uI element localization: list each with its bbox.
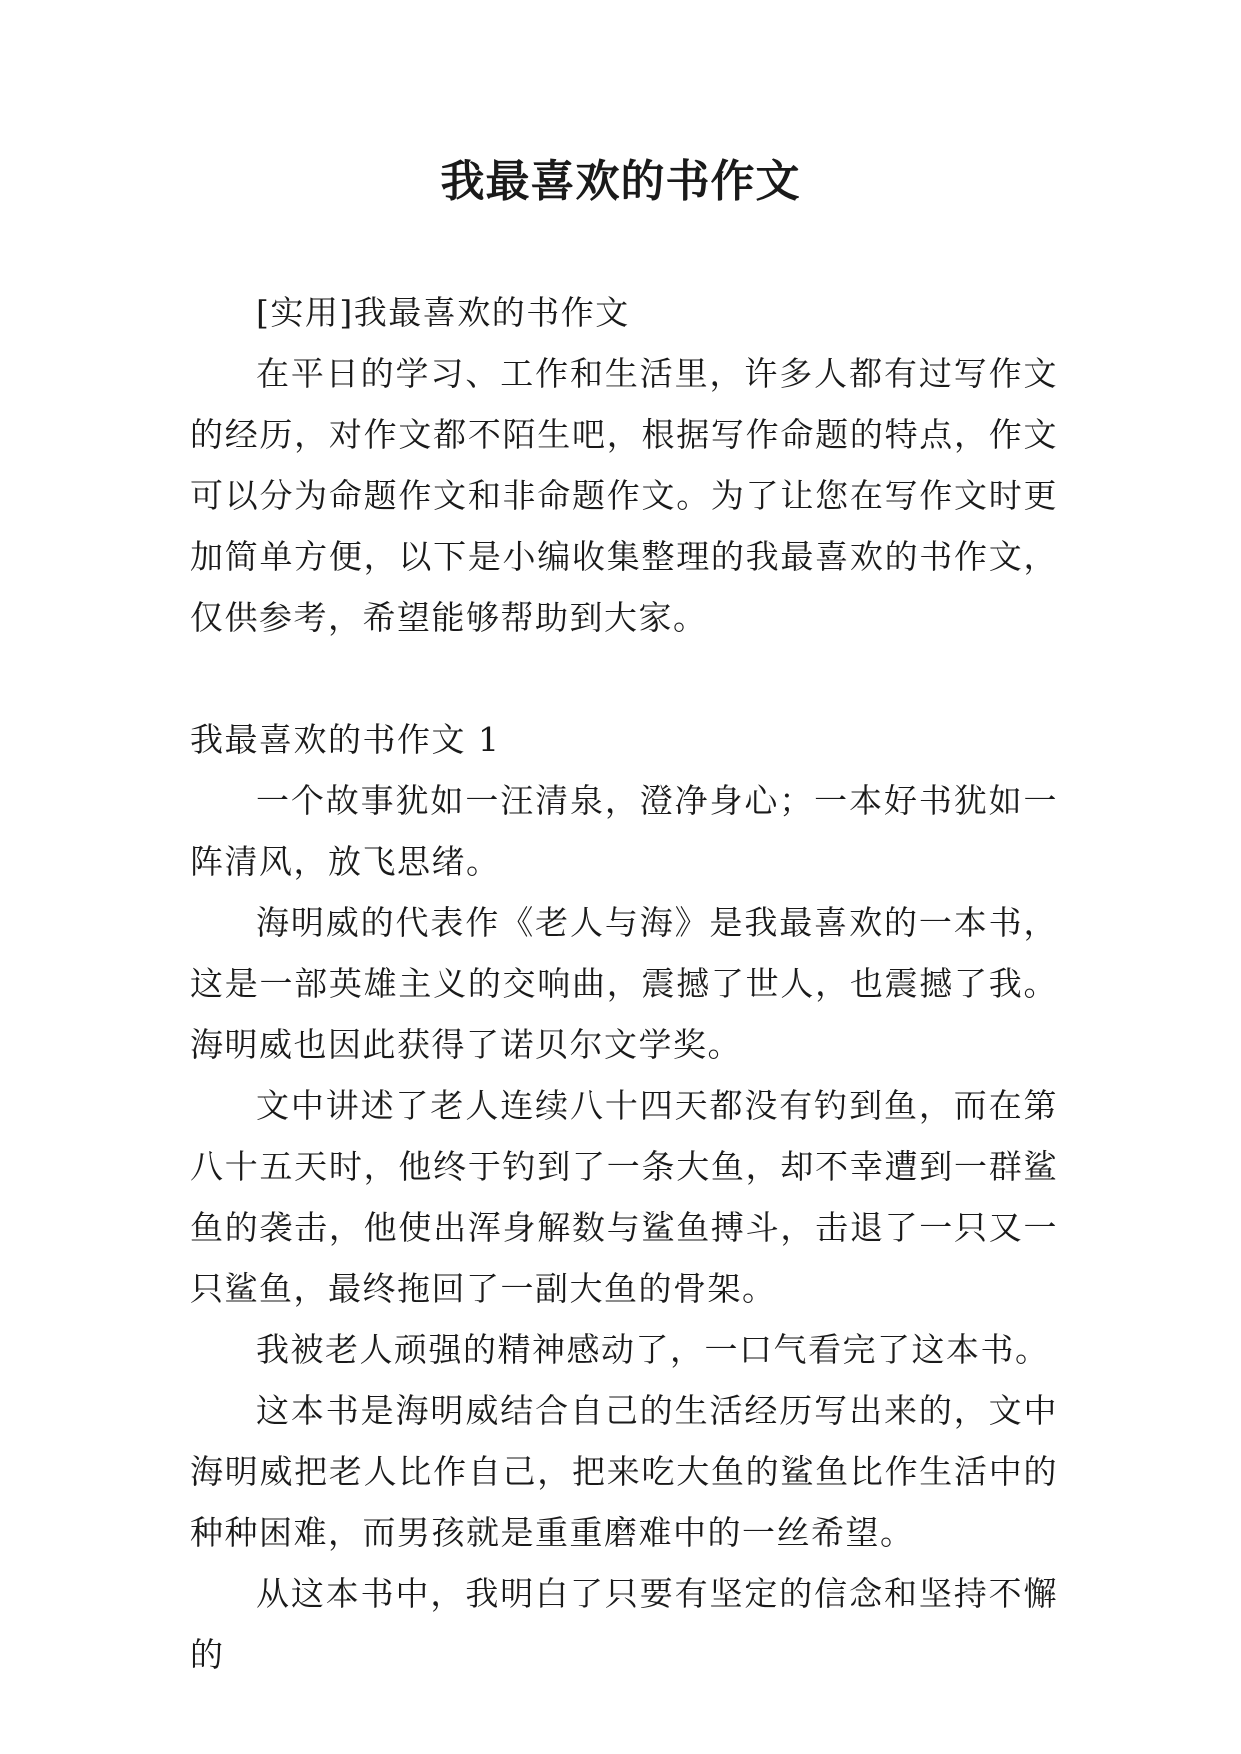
section-heading: 我最喜欢的书作文 1 — [190, 720, 501, 759]
intro-paragraph: 在平日的学习、工作和生活里，许多人都有过写作文的经历，对作文都不陌生吧，根据写作命题的特点，作文可以分为命题作文和非命题作文。为了让您在写作文时更加简单方便，以下是小编收集整理的我最喜欢的书作文，仅供参考，希望能够帮助到大家。 — [190, 354, 1058, 637]
intro-subtitle: [实用]我最喜欢的书作文 — [256, 293, 630, 332]
document-body — [190, 282, 1058, 1685]
section-spacer — [190, 648, 1058, 709]
section-paragraph: 一个故事犹如一汪清泉，澄净身心；一本好书犹如一阵清风，放飞思绪。 — [190, 781, 1058, 881]
section-paragraph: 文中讲述了老人连续八十四天都没有钓到鱼，而在第八十五天时，他终于钓到了一条大鱼，却不幸遭到一群鲨鱼的袭击，他使出浑身解数与鲨鱼搏斗，击退了一只又一只鲨鱼，最终拖回了一副大鱼的骨架。 — [190, 1086, 1058, 1308]
page-title: 我最喜欢的书作文 — [440, 156, 801, 207]
section-paragraph: 从这本书中，我明白了只要有坚定的信念和坚持不懈的 — [190, 1574, 1058, 1674]
section-paragraph: 这本书是海明威结合自己的生活经历写出来的，文中海明威把老人比作自己，把来吃大鱼的鲨鱼比作生活中的种种困难，而男孩就是重重磨难中的一丝希望。 — [190, 1391, 1058, 1552]
section-paragraph: 我被老人顽强的精神感动了，一口气看完了这本书。 — [256, 1330, 1050, 1369]
section-paragraph: 海明威的代表作《老人与海》是我最喜欢的一本书，这是一部英雄主义的交响曲，震撼了世人，也震撼了我。海明威也因此获得了诺贝尔文学奖。 — [190, 903, 1058, 1064]
